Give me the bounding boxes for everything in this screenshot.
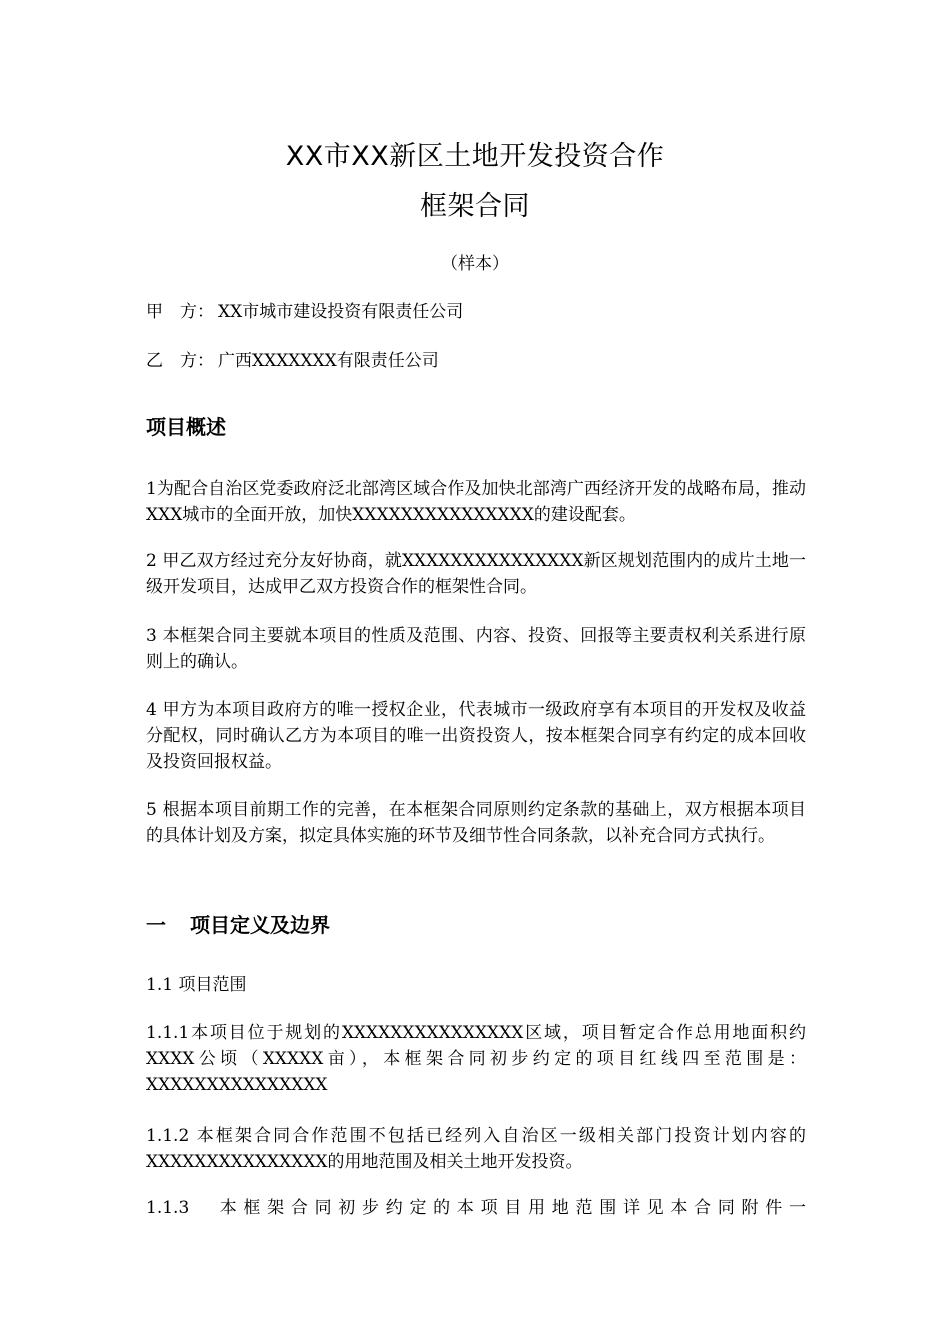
document-title-line1: XX市XX新区土地开发投资合作: [285, 141, 665, 172]
clause-1-1-2: 1.1.2 本框架合同合作范围不包括已经列入自治区一级相关部门投资计划内容的XXXXXXXXXXXXXXX的用地范围及相关土地开发投资。: [146, 1126, 806, 1172]
section-1-title: 项目定义及边界: [190, 913, 330, 937]
party-a-value: XX市城市建设投资有限责任公司: [218, 302, 464, 322]
overview-paragraph-2: 2 甲乙双方经过充分友好协商，就XXXXXXXXXXXXXXX新区规划范围内的成片土地一级开发项目，达成甲乙双方投资合作的框架性合同。: [146, 551, 806, 597]
document-subtitle: （样本）: [441, 254, 509, 274]
party-b: [146, 348, 806, 374]
document-title-line2: 框架合同: [420, 191, 530, 222]
overview-paragraph-4: 4 甲方为本项目政府方的唯一授权企业，代表城市一级政府享有本项目的开发权及收益分配权，同时确认乙方为本项目的唯一出资投资人，按本框架合同享有约定的成本回收及投资回报权益。: [146, 700, 806, 772]
party-a-label: 甲 方：: [146, 302, 214, 322]
overview-paragraph-1: 1为配合自治区党委政府泛北部湾区域合作及加快北部湾广西经济开发的战略布局，推动XXX城市的全面开放，加快XXXXXXXXXXXXXXX的建设配套。: [146, 479, 806, 525]
clause-1-1-3: 1.1.3 本框架合同初步约定的本项目用地范围详见本合同附件一: [146, 1198, 806, 1218]
overview-heading: 项目概述: [146, 415, 226, 439]
party-b-label: 乙 方：: [146, 351, 214, 371]
overview-paragraph-5: 5 根据本项目前期工作的完善，在本框架合同原则约定条款的基础上，双方根据本项目的具体计划及方案，拟定具体实施的环节及细节性合同条款，以补充合同方式执行。: [146, 800, 806, 846]
party-b-value: 广西XXXXXXX有限责任公司: [218, 351, 439, 371]
party-a: [146, 299, 806, 325]
section-1-heading: [146, 909, 330, 938]
section-1-number: 一: [146, 913, 166, 937]
overview-paragraph-3: 3 本框架合同主要就本项目的性质及范围、内容、投资、回报等主要责权利关系进行原则上的确认。: [146, 626, 806, 672]
subsection-1-1-heading: 1.1 项目范围: [146, 975, 247, 995]
clause-1-1-1: 1.1.1本项目位于规划的XXXXXXXXXXXXXXX区域，项目暂定合作总用地面积约XXXX公顷（XXXXX亩），本框架合同初步约定的项目红线四至范围是：XXXXXXXXXXXXXXX: [146, 1023, 806, 1095]
